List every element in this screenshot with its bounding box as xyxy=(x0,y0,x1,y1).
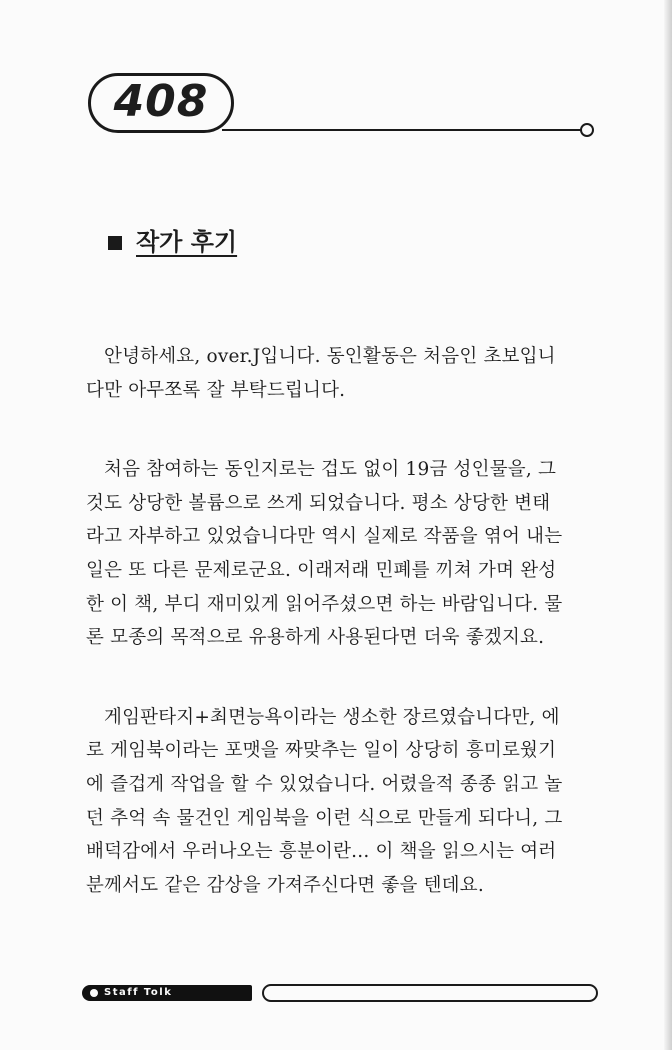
text-line: 다만 아무쪼록 잘 부탁드립니다. xyxy=(86,379,346,401)
text-line: 한 이 책, 부디 재미있게 읽어주셨으면 하는 바람입니다. 물 xyxy=(86,593,563,615)
text-line: 분께서도 같은 감상을 가져주신다면 좋을 텐데요. xyxy=(86,874,484,896)
text-line: 처음 참여하는 동인지로는 겁도 없이 19금 성인물을, 그 xyxy=(104,459,557,481)
footer-label: Staff Tolk xyxy=(104,987,173,998)
text-line: 에 즐겁게 작업을 할 수 있었습니다. 어렸을적 종종 읽고 놀 xyxy=(86,773,563,795)
body-text xyxy=(86,340,598,948)
text-line: 일은 또 다른 문제로군요. 이래저래 민폐를 끼쳐 가며 완성 xyxy=(86,559,557,581)
text-line: 론 모종의 목적으로 유용하게 사용된다면 더욱 좋겠지요. xyxy=(86,627,545,649)
header-rule xyxy=(222,129,582,131)
footer-bullet-icon xyxy=(90,989,98,997)
section-heading: 작가 후기 xyxy=(136,228,238,256)
paragraph-greeting xyxy=(86,340,598,407)
paragraph-genre xyxy=(86,701,598,903)
header-rule-end-dot xyxy=(580,123,594,137)
text-line: 라고 자부하고 있었습니다만 역시 실제로 작품을 엮어 내는 xyxy=(86,526,563,548)
footer-bar xyxy=(262,984,598,1002)
text-line: 게임판타지+최면능욕이라는 생소한 장르였습니다만, 에 xyxy=(104,706,560,728)
paragraph-first-work xyxy=(86,453,598,655)
text-line: 로 게임북이라는 포맷을 짜맞추는 일이 상당히 흥미로웠기 xyxy=(86,740,557,762)
page-number: 408 xyxy=(113,76,209,127)
text-line: 것도 상당한 볼륨으로 쓰게 되었습니다. 평소 상당한 변태 xyxy=(86,492,551,514)
page-edge-shadow xyxy=(664,0,672,1050)
text-line: 배덕감에서 우러나오는 흥분이란... 이 책을 읽으시는 여러 xyxy=(86,841,557,863)
text-line: 던 추억 속 물건인 게임북을 이런 식으로 만들게 되다니, 그 xyxy=(86,807,563,829)
text-line: 안녕하세요, over.J입니다. 동인활동은 처음인 초보입니 xyxy=(104,346,556,367)
square-bullet-icon xyxy=(108,236,122,250)
